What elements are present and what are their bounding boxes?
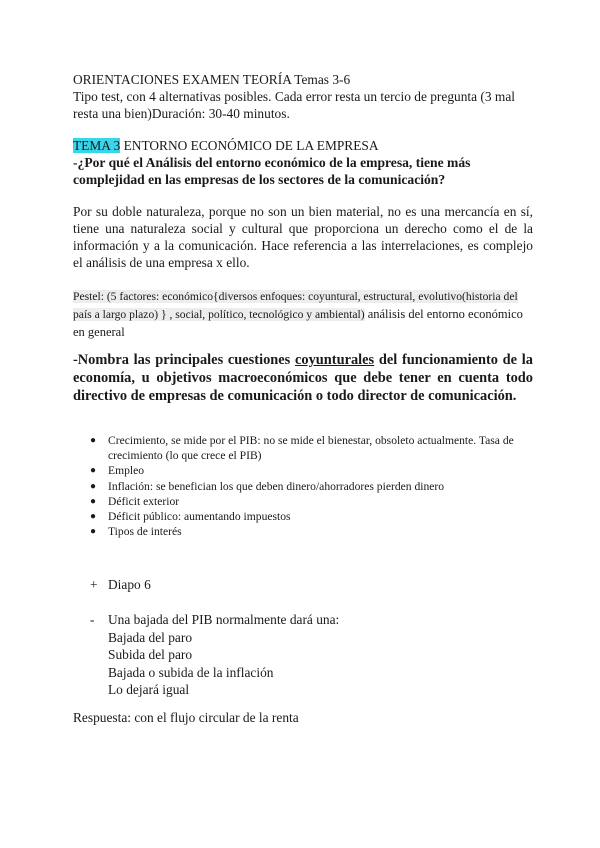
- dash-item: [90, 611, 530, 699]
- exam-header: [73, 71, 533, 122]
- list-item: ● Crecimiento, se mide por el PIB: no se mide el bienestar, obsoleto actualmente. Tasa de crecimiento (lo que crece el PIB): [90, 434, 514, 463]
- bullet-icon: ●: [90, 435, 97, 446]
- list-item: ● Tipos de interés: [90, 525, 182, 539]
- option-item: Bajada o subida de la inflación: [108, 664, 274, 680]
- bullet-icon: ●: [90, 495, 97, 507]
- objectives-list: [90, 433, 530, 539]
- bullet-icon: ●: [90, 480, 97, 492]
- footer-answer: [73, 709, 533, 726]
- bullet-icon: ●: [90, 511, 97, 523]
- bullet-icon: ●: [90, 465, 97, 477]
- question-2-underlined: coyunturales: [295, 352, 375, 368]
- question-2-suffix: del funcionamiento de la economía, u objetivos macroeconómicos que debe tener en cuenta todo directivo de empresas de comunicación o todo director de comunicación.: [73, 352, 533, 404]
- pestel-tail: análisis del entorno económico en general: [73, 307, 523, 339]
- bullet-icon: ●: [90, 526, 97, 538]
- question-2-prefix: -Nombra las principales cuestiones: [73, 352, 295, 368]
- question-1: -¿Por qué el Análisis del entorno económico de la empresa, tiene más complejidad en las empresas de los sectores de la comunicación?: [73, 155, 471, 187]
- answer-1: [73, 203, 533, 271]
- list-item: ● Déficit exterior: [90, 494, 180, 508]
- header-info: Tipo test, con 4 alternativas posibles. Cada error resta un tercio de pregunta (3 mal resta una bien)Duración: 30-40 minutos.: [73, 89, 516, 121]
- header-title: ORIENTACIONES EXAMEN TEORÍA Temas 3-6: [73, 72, 351, 87]
- section-tag: TEMA 3: [73, 138, 121, 153]
- plus-item-text: Diapo 6: [108, 577, 151, 592]
- list-item: ● Déficit público: aumentando impuestos: [90, 510, 291, 524]
- option-item: Bajada del paro: [108, 629, 193, 645]
- option-item: Subida del paro: [108, 647, 193, 662]
- pestel-paragraph: [73, 287, 533, 341]
- section-heading: [73, 137, 533, 188]
- footer-answer-text: Respuesta: con el flujo circular de la renta: [73, 710, 299, 725]
- pestel-highlight: Pestel: (5 factores: económico{diversos enfoques: coyuntural, estructural, evolutivo(historia del país a largo plazo) } , social, político, tecnológico y ambiental): [73, 290, 518, 321]
- question-2: [73, 351, 533, 405]
- plus-icon: +: [90, 577, 98, 592]
- dash-item-text: Una bajada del PIB normalmente dará una:: [108, 612, 340, 627]
- list-item: ● Empleo: [90, 464, 145, 478]
- dash-icon: -: [90, 612, 95, 627]
- answer-1-text: Por su doble naturaleza, porque no son un bien material, no es una mercancía en sí, tiene una naturaleza social y cultural que proporciona un derecho como el de la información y a la comunicación. Hace referencia a las interrelaciones, es complejo el análisis de una empresa x ello.: [73, 204, 533, 270]
- plus-item: [90, 577, 151, 593]
- section-title: ENTORNO ECONÓMICO DE LA EMPRESA: [120, 138, 379, 153]
- list-item: ● Inflación: se benefician los que deben dinero/ahorradores pierden dinero: [90, 479, 445, 493]
- option-item: Lo dejará igual: [108, 682, 190, 697]
